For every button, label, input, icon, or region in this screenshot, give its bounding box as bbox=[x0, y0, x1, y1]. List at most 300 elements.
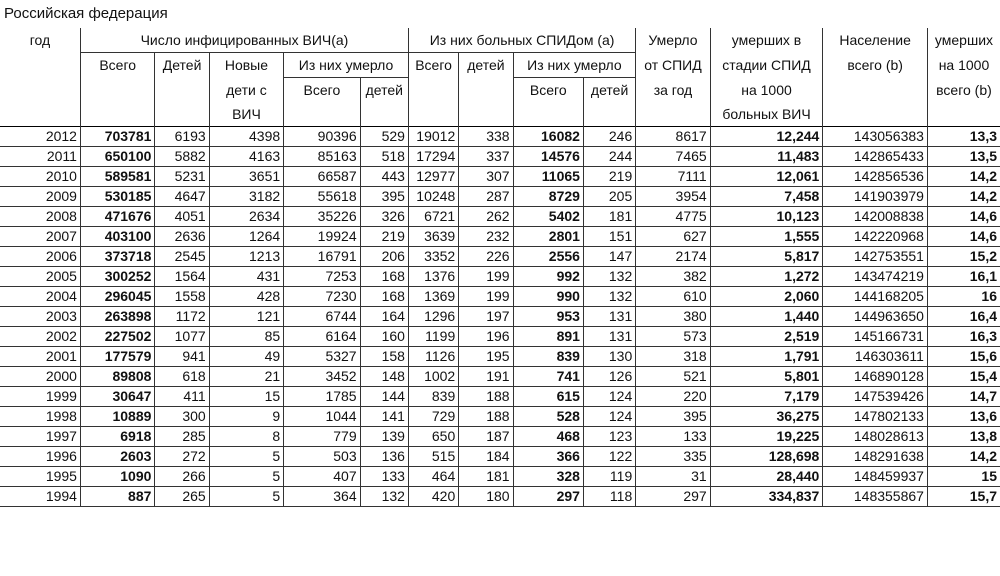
cell-infected-total: 300252 bbox=[80, 267, 154, 287]
cell-new-children: 121 bbox=[209, 307, 283, 327]
cell-population: 141903979 bbox=[823, 187, 928, 207]
cell-aids-children: 287 bbox=[459, 187, 513, 207]
cell-infected-children: 285 bbox=[155, 427, 209, 447]
cell-aids-children: 199 bbox=[459, 267, 513, 287]
cell-aids-died-total: 328 bbox=[513, 467, 583, 487]
cell-year: 2008 bbox=[0, 207, 80, 227]
header-infected-group: Число инфицированных ВИЧ(а) bbox=[80, 28, 408, 53]
cell-per1000-aids: 128,698 bbox=[710, 447, 823, 467]
cell-aids-children: 197 bbox=[459, 307, 513, 327]
cell-died-total: 7230 bbox=[284, 287, 360, 307]
cell-per1000-total: 14,6 bbox=[927, 207, 1000, 227]
cell-per1000-aids: 36,275 bbox=[710, 407, 823, 427]
cell-per1000-aids: 334,837 bbox=[710, 487, 823, 507]
table-row bbox=[0, 227, 1000, 247]
cell-aids-died-total: 953 bbox=[513, 307, 583, 327]
cell-population: 144168205 bbox=[823, 287, 928, 307]
cell-aids-died-children: 246 bbox=[583, 127, 635, 147]
cell-year: 2007 bbox=[0, 227, 80, 247]
cell-aids-total: 839 bbox=[408, 387, 458, 407]
cell-aids-died-total: 297 bbox=[513, 487, 583, 507]
cell-infected-total: 887 bbox=[80, 487, 154, 507]
cell-population: 148028613 bbox=[823, 427, 928, 447]
cell-infected-children: 5231 bbox=[155, 167, 209, 187]
header-aids-total: Всего bbox=[408, 53, 458, 78]
cell-population: 148459937 bbox=[823, 467, 928, 487]
table-row bbox=[0, 327, 1000, 347]
cell-died-aids-year: 8617 bbox=[636, 127, 710, 147]
cell-aids-total: 515 bbox=[408, 447, 458, 467]
header-per1000-2: стадии СПИД bbox=[710, 53, 823, 78]
cell-died-aids-year: 395 bbox=[636, 407, 710, 427]
cell-died-total: 503 bbox=[284, 447, 360, 467]
cell-died-total: 1044 bbox=[284, 407, 360, 427]
cell-per1000-total: 14,7 bbox=[927, 387, 1000, 407]
cell-infected-total: 10889 bbox=[80, 407, 154, 427]
table-row bbox=[0, 167, 1000, 187]
header-aids-children: детей bbox=[459, 53, 513, 78]
table-row bbox=[0, 147, 1000, 167]
cell-died-aids-year: 573 bbox=[636, 327, 710, 347]
cell-died-aids-year: 521 bbox=[636, 367, 710, 387]
cell-new-children: 431 bbox=[209, 267, 283, 287]
cell-aids-total: 3352 bbox=[408, 247, 458, 267]
cell-infected-total: 6918 bbox=[80, 427, 154, 447]
table-row bbox=[0, 367, 1000, 387]
cell-population: 146303611 bbox=[823, 347, 928, 367]
header-total: Всего bbox=[80, 53, 154, 78]
cell-per1000-aids: 1,440 bbox=[710, 307, 823, 327]
cell-infected-total: 296045 bbox=[80, 287, 154, 307]
cell-infected-total: 373718 bbox=[80, 247, 154, 267]
cell-aids-died-total: 11065 bbox=[513, 167, 583, 187]
cell-infected-total: 30647 bbox=[80, 387, 154, 407]
cell-aids-died-total: 891 bbox=[513, 327, 583, 347]
cell-population: 148291638 bbox=[823, 447, 928, 467]
cell-aids-total: 1369 bbox=[408, 287, 458, 307]
cell-infected-total: 1090 bbox=[80, 467, 154, 487]
cell-died-aids-year: 7465 bbox=[636, 147, 710, 167]
header-aids-died-group: Из них умерло bbox=[513, 53, 636, 78]
cell-died-total: 1785 bbox=[284, 387, 360, 407]
cell-died-total: 364 bbox=[284, 487, 360, 507]
cell-aids-died-children: 131 bbox=[583, 307, 635, 327]
cell-aids-died-children: 118 bbox=[583, 487, 635, 507]
cell-per1000-total: 16,1 bbox=[927, 267, 1000, 287]
cell-new-children: 1213 bbox=[209, 247, 283, 267]
cell-per1000-total: 13,6 bbox=[927, 407, 1000, 427]
cell-population: 148355867 bbox=[823, 487, 928, 507]
cell-died-aids-year: 7111 bbox=[636, 167, 710, 187]
table-row bbox=[0, 347, 1000, 367]
cell-aids-children: 232 bbox=[459, 227, 513, 247]
cell-aids-children: 262 bbox=[459, 207, 513, 227]
cell-died-aids-year: 335 bbox=[636, 447, 710, 467]
cell-infected-total: 471676 bbox=[80, 207, 154, 227]
header-last-3: всего (b) bbox=[927, 78, 1000, 103]
cell-died-aids-year: 31 bbox=[636, 467, 710, 487]
cell-infected-total: 2603 bbox=[80, 447, 154, 467]
cell-new-children: 1264 bbox=[209, 227, 283, 247]
header-per1000-1: умерших в bbox=[710, 28, 823, 53]
cell-aids-children: 181 bbox=[459, 467, 513, 487]
cell-population: 142865433 bbox=[823, 147, 928, 167]
cell-population: 146890128 bbox=[823, 367, 928, 387]
cell-infected-total: 89808 bbox=[80, 367, 154, 387]
cell-aids-died-total: 5402 bbox=[513, 207, 583, 227]
cell-new-children: 3651 bbox=[209, 167, 283, 187]
cell-per1000-aids: 28,440 bbox=[710, 467, 823, 487]
cell-per1000-aids: 5,817 bbox=[710, 247, 823, 267]
cell-per1000-total: 14,6 bbox=[927, 227, 1000, 247]
cell-year: 1998 bbox=[0, 407, 80, 427]
cell-year: 2003 bbox=[0, 307, 80, 327]
cell-new-children: 49 bbox=[209, 347, 283, 367]
cell-infected-children: 265 bbox=[155, 487, 209, 507]
cell-aids-died-total: 468 bbox=[513, 427, 583, 447]
cell-aids-died-total: 990 bbox=[513, 287, 583, 307]
header-year: год bbox=[29, 32, 51, 48]
cell-infected-children: 1558 bbox=[155, 287, 209, 307]
cell-died-children: 395 bbox=[360, 187, 408, 207]
cell-died-children: 168 bbox=[360, 267, 408, 287]
cell-aids-died-total: 2801 bbox=[513, 227, 583, 247]
cell-aids-children: 338 bbox=[459, 127, 513, 147]
cell-population: 142856536 bbox=[823, 167, 928, 187]
cell-aids-total: 464 bbox=[408, 467, 458, 487]
cell-year: 2006 bbox=[0, 247, 80, 267]
cell-died-aids-year: 610 bbox=[636, 287, 710, 307]
cell-per1000-aids: 2,060 bbox=[710, 287, 823, 307]
cell-per1000-aids: 5,801 bbox=[710, 367, 823, 387]
cell-died-aids-year: 627 bbox=[636, 227, 710, 247]
cell-new-children: 3182 bbox=[209, 187, 283, 207]
cell-aids-died-children: 219 bbox=[583, 167, 635, 187]
cell-infected-children: 4051 bbox=[155, 207, 209, 227]
cell-aids-children: 184 bbox=[459, 447, 513, 467]
cell-infected-total: 403100 bbox=[80, 227, 154, 247]
cell-per1000-total: 15,2 bbox=[927, 247, 1000, 267]
cell-aids-total: 1296 bbox=[408, 307, 458, 327]
cell-infected-children: 266 bbox=[155, 467, 209, 487]
cell-per1000-total: 16,4 bbox=[927, 307, 1000, 327]
cell-aids-died-total: 2556 bbox=[513, 247, 583, 267]
table-row bbox=[0, 427, 1000, 447]
cell-year: 1994 bbox=[0, 487, 80, 507]
cell-died-children: 132 bbox=[360, 487, 408, 507]
cell-new-children: 428 bbox=[209, 287, 283, 307]
table-row bbox=[0, 267, 1000, 287]
header-pop-1: Население bbox=[823, 28, 928, 53]
cell-died-total: 90396 bbox=[284, 127, 360, 147]
cell-aids-died-children: 132 bbox=[583, 267, 635, 287]
cell-aids-died-children: 205 bbox=[583, 187, 635, 207]
cell-aids-children: 307 bbox=[459, 167, 513, 187]
cell-aids-died-children: 124 bbox=[583, 387, 635, 407]
cell-infected-children: 272 bbox=[155, 447, 209, 467]
cell-died-children: 148 bbox=[360, 367, 408, 387]
cell-population: 147539426 bbox=[823, 387, 928, 407]
cell-died-children: 136 bbox=[360, 447, 408, 467]
cell-died-children: 326 bbox=[360, 207, 408, 227]
cell-died-total: 55618 bbox=[284, 187, 360, 207]
header-per1000-3: на 1000 bbox=[710, 78, 823, 103]
cell-died-children: 168 bbox=[360, 287, 408, 307]
table-row bbox=[0, 447, 1000, 467]
cell-aids-total: 12977 bbox=[408, 167, 458, 187]
cell-infected-children: 1172 bbox=[155, 307, 209, 327]
cell-new-children: 85 bbox=[209, 327, 283, 347]
cell-aids-children: 180 bbox=[459, 487, 513, 507]
table-row bbox=[0, 187, 1000, 207]
cell-aids-children: 226 bbox=[459, 247, 513, 267]
cell-died-children: 164 bbox=[360, 307, 408, 327]
table-row bbox=[0, 307, 1000, 327]
hiv-statistics-table bbox=[0, 28, 1000, 507]
cell-aids-children: 187 bbox=[459, 427, 513, 447]
cell-infected-total: 263898 bbox=[80, 307, 154, 327]
cell-died-total: 7253 bbox=[284, 267, 360, 287]
cell-aids-children: 337 bbox=[459, 147, 513, 167]
cell-per1000-aids: 1,791 bbox=[710, 347, 823, 367]
cell-per1000-total: 15,6 bbox=[927, 347, 1000, 367]
cell-aids-children: 199 bbox=[459, 287, 513, 307]
cell-population: 143474219 bbox=[823, 267, 928, 287]
cell-new-children: 8 bbox=[209, 427, 283, 447]
cell-per1000-total: 14,2 bbox=[927, 167, 1000, 187]
cell-population: 144963650 bbox=[823, 307, 928, 327]
cell-aids-total: 6721 bbox=[408, 207, 458, 227]
cell-infected-total: 650100 bbox=[80, 147, 154, 167]
cell-died-children: 529 bbox=[360, 127, 408, 147]
header-died-total: Всего bbox=[284, 78, 360, 103]
header-new-children-3: ВИЧ bbox=[209, 102, 283, 127]
cell-died-children: 206 bbox=[360, 247, 408, 267]
cell-died-total: 85163 bbox=[284, 147, 360, 167]
table-row bbox=[0, 467, 1000, 487]
cell-died-children: 219 bbox=[360, 227, 408, 247]
cell-year: 2012 bbox=[0, 127, 80, 147]
cell-died-children: 160 bbox=[360, 327, 408, 347]
cell-aids-died-children: 131 bbox=[583, 327, 635, 347]
cell-infected-children: 4647 bbox=[155, 187, 209, 207]
cell-per1000-total: 14,2 bbox=[927, 447, 1000, 467]
table-row bbox=[0, 487, 1000, 507]
table-row bbox=[0, 387, 1000, 407]
cell-new-children: 4163 bbox=[209, 147, 283, 167]
header-died-aids-3: за год bbox=[636, 78, 710, 103]
cell-new-children: 2634 bbox=[209, 207, 283, 227]
cell-year: 1997 bbox=[0, 427, 80, 447]
cell-aids-total: 1126 bbox=[408, 347, 458, 367]
cell-per1000-aids: 12,244 bbox=[710, 127, 823, 147]
cell-aids-died-children: 122 bbox=[583, 447, 635, 467]
table-row bbox=[0, 127, 1000, 147]
table-row bbox=[0, 247, 1000, 267]
cell-died-total: 35226 bbox=[284, 207, 360, 227]
header-children: Детей bbox=[155, 53, 209, 78]
cell-population: 142753551 bbox=[823, 247, 928, 267]
table-body bbox=[0, 127, 1000, 507]
cell-died-total: 407 bbox=[284, 467, 360, 487]
cell-died-aids-year: 3954 bbox=[636, 187, 710, 207]
cell-per1000-total: 15,4 bbox=[927, 367, 1000, 387]
cell-per1000-total: 13,8 bbox=[927, 427, 1000, 447]
cell-aids-died-children: 123 bbox=[583, 427, 635, 447]
cell-aids-died-children: 124 bbox=[583, 407, 635, 427]
cell-aids-died-total: 8729 bbox=[513, 187, 583, 207]
header-aids-group: Из них больных СПИДом (a) bbox=[408, 28, 635, 53]
cell-new-children: 5 bbox=[209, 467, 283, 487]
cell-died-total: 16791 bbox=[284, 247, 360, 267]
cell-year: 2005 bbox=[0, 267, 80, 287]
cell-year: 2011 bbox=[0, 147, 80, 167]
cell-per1000-aids: 19,225 bbox=[710, 427, 823, 447]
header-died-children: детей bbox=[360, 78, 408, 103]
cell-aids-died-total: 992 bbox=[513, 267, 583, 287]
cell-new-children: 5 bbox=[209, 447, 283, 467]
cell-aids-total: 729 bbox=[408, 407, 458, 427]
cell-aids-died-children: 130 bbox=[583, 347, 635, 367]
cell-year: 2004 bbox=[0, 287, 80, 307]
cell-population: 147802133 bbox=[823, 407, 928, 427]
cell-aids-total: 1199 bbox=[408, 327, 458, 347]
cell-aids-died-children: 181 bbox=[583, 207, 635, 227]
header-per1000-4: больных ВИЧ bbox=[710, 102, 823, 127]
cell-died-total: 19924 bbox=[284, 227, 360, 247]
cell-died-total: 779 bbox=[284, 427, 360, 447]
cell-infected-total: 177579 bbox=[80, 347, 154, 367]
table-row bbox=[0, 207, 1000, 227]
cell-died-aids-year: 382 bbox=[636, 267, 710, 287]
cell-infected-total: 530185 bbox=[80, 187, 154, 207]
cell-year: 2002 bbox=[0, 327, 80, 347]
cell-aids-total: 650 bbox=[408, 427, 458, 447]
cell-infected-total: 227502 bbox=[80, 327, 154, 347]
cell-aids-total: 3639 bbox=[408, 227, 458, 247]
cell-infected-total: 589581 bbox=[80, 167, 154, 187]
cell-population: 142220968 bbox=[823, 227, 928, 247]
cell-died-aids-year: 318 bbox=[636, 347, 710, 367]
cell-per1000-aids: 1,272 bbox=[710, 267, 823, 287]
table-row bbox=[0, 407, 1000, 427]
cell-aids-died-total: 615 bbox=[513, 387, 583, 407]
cell-died-children: 139 bbox=[360, 427, 408, 447]
cell-year: 2000 bbox=[0, 367, 80, 387]
cell-per1000-aids: 12,061 bbox=[710, 167, 823, 187]
cell-aids-total: 17294 bbox=[408, 147, 458, 167]
cell-died-aids-year: 4775 bbox=[636, 207, 710, 227]
cell-new-children: 21 bbox=[209, 367, 283, 387]
cell-population: 145166731 bbox=[823, 327, 928, 347]
cell-aids-total: 420 bbox=[408, 487, 458, 507]
cell-infected-children: 2545 bbox=[155, 247, 209, 267]
cell-infected-children: 1564 bbox=[155, 267, 209, 287]
cell-year: 2009 bbox=[0, 187, 80, 207]
cell-population: 143056383 bbox=[823, 127, 928, 147]
cell-aids-children: 188 bbox=[459, 407, 513, 427]
cell-per1000-aids: 1,555 bbox=[710, 227, 823, 247]
header-died-aids-2: от СПИД bbox=[636, 53, 710, 78]
cell-died-aids-year: 380 bbox=[636, 307, 710, 327]
cell-per1000-aids: 2,519 bbox=[710, 327, 823, 347]
cell-died-children: 141 bbox=[360, 407, 408, 427]
cell-new-children: 15 bbox=[209, 387, 283, 407]
cell-aids-died-total: 528 bbox=[513, 407, 583, 427]
cell-per1000-aids: 7,179 bbox=[710, 387, 823, 407]
cell-per1000-total: 14,2 bbox=[927, 187, 1000, 207]
cell-infected-children: 618 bbox=[155, 367, 209, 387]
cell-new-children: 9 bbox=[209, 407, 283, 427]
cell-aids-children: 195 bbox=[459, 347, 513, 367]
header-aids-died-total: Всего bbox=[513, 78, 583, 103]
cell-per1000-total: 15 bbox=[927, 467, 1000, 487]
header-pop-2: всего (b) bbox=[823, 53, 928, 78]
header-aids-died-children: детей bbox=[583, 78, 635, 103]
cell-aids-children: 188 bbox=[459, 387, 513, 407]
cell-aids-total: 19012 bbox=[408, 127, 458, 147]
cell-aids-total: 10248 bbox=[408, 187, 458, 207]
cell-year: 2001 bbox=[0, 347, 80, 367]
cell-infected-children: 411 bbox=[155, 387, 209, 407]
cell-aids-died-total: 741 bbox=[513, 367, 583, 387]
cell-died-children: 518 bbox=[360, 147, 408, 167]
cell-aids-total: 1376 bbox=[408, 267, 458, 287]
header-died-aids-1: Умерло bbox=[636, 28, 710, 53]
header-new-children-2: дети с bbox=[209, 78, 283, 103]
cell-infected-children: 941 bbox=[155, 347, 209, 367]
cell-died-total: 66587 bbox=[284, 167, 360, 187]
cell-year: 1995 bbox=[0, 467, 80, 487]
cell-year: 2010 bbox=[0, 167, 80, 187]
cell-per1000-total: 15,7 bbox=[927, 487, 1000, 507]
header-new-children-1: Новые bbox=[209, 53, 283, 78]
cell-year: 1996 bbox=[0, 447, 80, 467]
cell-population: 142008838 bbox=[823, 207, 928, 227]
cell-infected-total: 703781 bbox=[80, 127, 154, 147]
cell-aids-children: 196 bbox=[459, 327, 513, 347]
cell-aids-died-total: 16082 bbox=[513, 127, 583, 147]
cell-died-aids-year: 133 bbox=[636, 427, 710, 447]
cell-aids-total: 1002 bbox=[408, 367, 458, 387]
cell-died-total: 3452 bbox=[284, 367, 360, 387]
cell-died-aids-year: 2174 bbox=[636, 247, 710, 267]
cell-aids-died-total: 14576 bbox=[513, 147, 583, 167]
cell-died-total: 6164 bbox=[284, 327, 360, 347]
cell-died-children: 158 bbox=[360, 347, 408, 367]
cell-died-aids-year: 297 bbox=[636, 487, 710, 507]
cell-died-aids-year: 220 bbox=[636, 387, 710, 407]
cell-aids-died-children: 147 bbox=[583, 247, 635, 267]
cell-infected-children: 6193 bbox=[155, 127, 209, 147]
cell-per1000-total: 16,3 bbox=[927, 327, 1000, 347]
cell-per1000-total: 13,5 bbox=[927, 147, 1000, 167]
cell-year: 1999 bbox=[0, 387, 80, 407]
cell-infected-children: 300 bbox=[155, 407, 209, 427]
cell-infected-children: 2636 bbox=[155, 227, 209, 247]
cell-aids-children: 191 bbox=[459, 367, 513, 387]
cell-died-children: 133 bbox=[360, 467, 408, 487]
cell-new-children: 4398 bbox=[209, 127, 283, 147]
cell-aids-died-children: 151 bbox=[583, 227, 635, 247]
cell-per1000-total: 16 bbox=[927, 287, 1000, 307]
header-died-group: Из них умерло bbox=[284, 53, 409, 78]
table-row bbox=[0, 287, 1000, 307]
cell-aids-died-children: 244 bbox=[583, 147, 635, 167]
cell-new-children: 5 bbox=[209, 487, 283, 507]
header-last-1: умерших bbox=[927, 28, 1000, 53]
cell-died-total: 5327 bbox=[284, 347, 360, 367]
